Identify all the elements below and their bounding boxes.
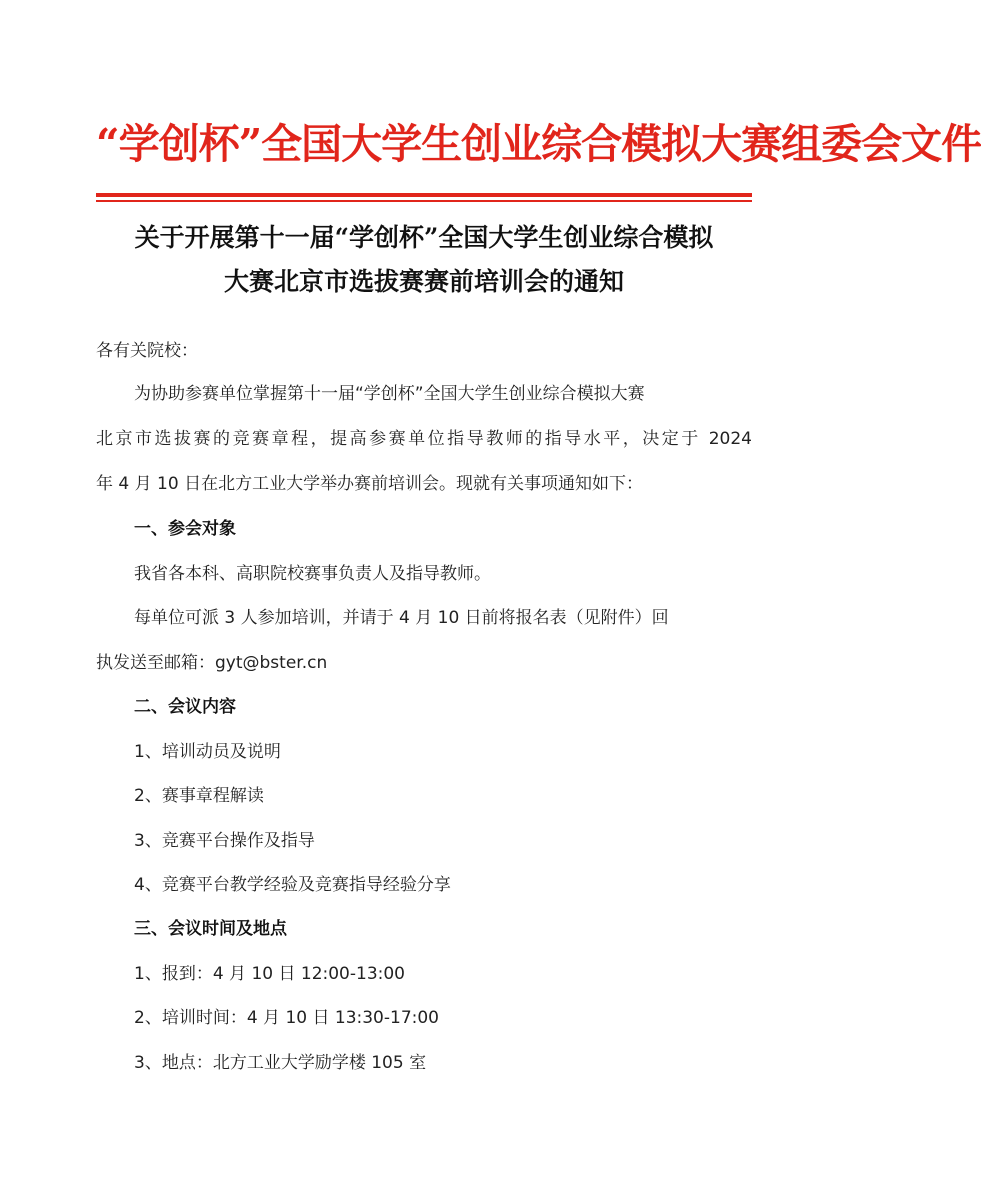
intro-line-2: 北京市选拔赛的竞赛章程，提高参赛单位指导教师的指导水平，决定于 2024 — [96, 429, 752, 449]
intro-line-1: 为协助参赛单位掌握第十一届“学创杯”全国大学生创业综合模拟大赛 — [134, 384, 645, 404]
intro-line-3: 年 4 月 10 日在北方工业大学举办赛前培训会。现就有关事项通知如下： — [96, 474, 644, 494]
section-2-item: 1、培训动员及说明 — [134, 742, 281, 762]
section-1-heading: 一、参会对象 — [134, 519, 236, 539]
salutation: 各有关院校： — [96, 341, 198, 361]
section-3-item: 3、地点：北方工业大学励学楼 105 室 — [134, 1053, 427, 1073]
section-2-item: 2、赛事章程解读 — [134, 786, 264, 806]
section-3-item: 2、培训时间：4 月 10 日 13:30-17:00 — [134, 1008, 439, 1028]
notice-title-line-2: 大赛北京市选拔赛赛前培训会的通知 — [223, 267, 624, 296]
masthead-title: “学创杯”全国大学生创业综合模拟大赛组委会文件 — [96, 120, 981, 168]
notice-title — [96, 216, 752, 304]
section-1-para-1: 我省各本科、高职院校赛事负责人及指导教师。 — [134, 564, 491, 584]
section-3-item: 1、报到：4 月 10 日 12:00-13:00 — [134, 964, 405, 984]
section-2-item: 3、竞赛平台操作及指导 — [134, 831, 315, 851]
masthead-rule-thick — [96, 193, 752, 197]
masthead-rule-thin — [96, 200, 752, 202]
section-1-para-2-line-2: 执发送至邮箱：gyt@bster.cn — [96, 653, 328, 673]
section-2-heading: 二、会议内容 — [134, 697, 236, 717]
section-2-item: 4、竞赛平台教学经验及竞赛指导经验分享 — [134, 875, 451, 895]
notice-title-line-1: 关于开展第十一届“学创杯”全国大学生创业综合模拟 — [134, 223, 714, 252]
section-3-heading: 三、会议时间及地点 — [134, 919, 287, 939]
section-1-para-2-line-1: 每单位可派 3 人参加培训，并请于 4 月 10 日前将报名表（见附件）回 — [134, 608, 669, 628]
